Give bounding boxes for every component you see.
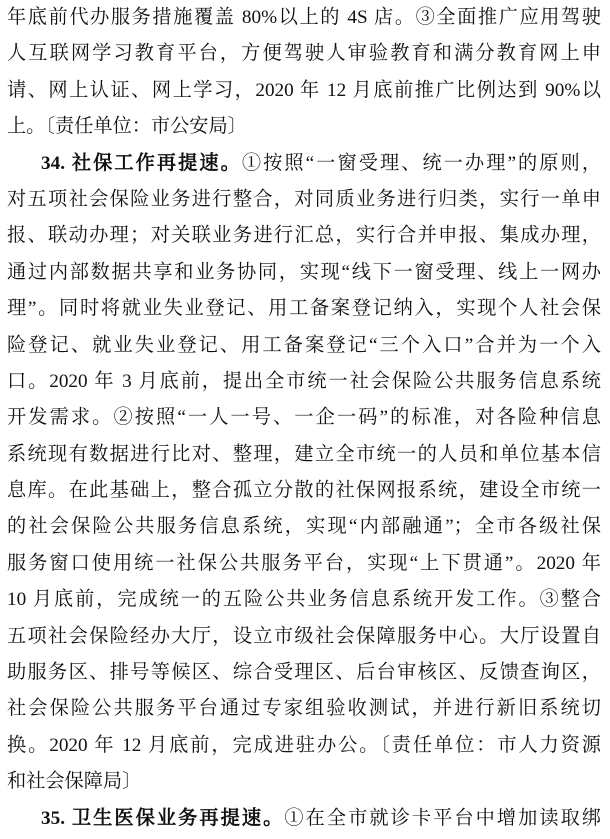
text-line: 服务窗口使用统一社保公共服务平台，实现“上下贯通”。2020 年 bbox=[7, 552, 601, 574]
text-line: 报、联动办理；对关联业务进行汇总，实行合并申报、集成办理， bbox=[7, 225, 601, 247]
responsible-unit-line: 上。〔责任单位：市公安局〕 bbox=[7, 116, 247, 138]
text-line: 对五项社会保险业务进行整合，对同质业务进行归类，实行一单申 bbox=[7, 188, 601, 210]
text-line: 的社会保险公共服务信息系统，实现“内部融通”；全市各级社保 bbox=[7, 516, 601, 538]
section-35-lead-text: ①在全市就诊卡平台中增加读取绑 bbox=[284, 807, 601, 829]
text-line: 社会保险公共服务平台通过专家组验收测试，并进行新旧系统切 bbox=[7, 698, 601, 720]
text-line: 险登记、就业失业登记、用工备案登记“三个入口”合并为一个入 bbox=[7, 334, 601, 356]
text-line: 开发需求。②按照“一人一号、一企一码”的标准，对各险种信息 bbox=[7, 407, 601, 429]
section-34-first-line bbox=[7, 146, 601, 182]
text-line: 理”。同时将就业失业登记、用工备案登记纳入，实现个人社会保 bbox=[7, 298, 601, 320]
section-34-lead-text: ①按照“一窗受理、统一办理”的原则， bbox=[241, 152, 601, 174]
section-35-first-line bbox=[7, 801, 601, 837]
section-heading-35: 35. 卫生医保业务再提速。 bbox=[41, 807, 285, 829]
text-line: 10 月底前，完成统一的五险公共业务信息系统开发工作。③整合 bbox=[7, 589, 601, 611]
text-line: 五项社会保险经办大厅，设立市级社会保障服务中心。大厅设置自 bbox=[7, 625, 601, 647]
section-heading-34: 34. 社保工作再提速。 bbox=[41, 152, 242, 174]
text-line: 请、网上认证、网上学习，2020 年 12 月底前推广比例达到 90%以 bbox=[7, 79, 601, 101]
text-line: 息库。在此基础上，整合孤立分散的社保网报系统，建设全市统一 bbox=[7, 480, 601, 502]
text-line: 通过内部数据共享和业务协同，实现“线下一窗受理、线上一网办 bbox=[7, 261, 601, 283]
responsible-unit-line: 和社会保障局〕 bbox=[7, 771, 142, 793]
text-line: 系统现有数据进行比对、整理，建立全市统一的人员和单位基本信 bbox=[7, 443, 601, 465]
text-line: 助服务区、排号等候区、综合受理区、后台审核区、反馈查询区， bbox=[7, 662, 601, 684]
text-line: 换。2020 年 12 月底前，完成进驻办公。〔责任单位：市人力资源 bbox=[7, 734, 601, 756]
text-line: 年底前代办服务措施覆盖 80%以上的 4S 店。③全面推广应用驾驶 bbox=[7, 7, 601, 28]
text-line: 口。2020 年 3 月底前，提出全市统一社会保险公共服务信息系统 bbox=[7, 370, 601, 392]
text-line: 人互联网学习教育平台，方便驾驶人审验教育和满分教育网上申 bbox=[7, 43, 601, 65]
